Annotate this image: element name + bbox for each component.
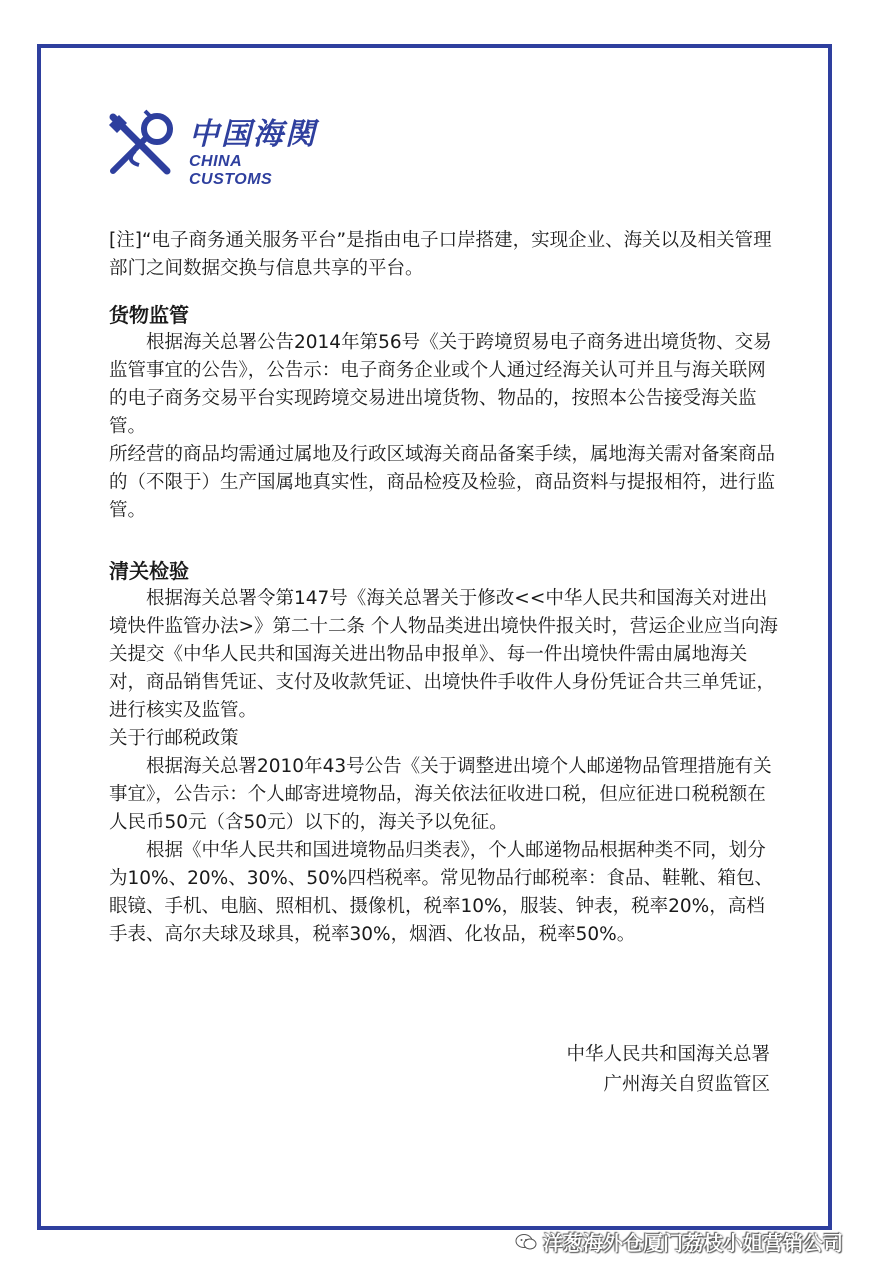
postal-tax-paragraph-1: 根据海关总署2010年43号公告《关于调整进出境个人邮递物品管理措施有关事宜》，公告示：个人邮寄进境物品，海关依法征收进口税，但应征进口税税额在人民币50元（含50元）以下的，海关予以免征。 xyxy=(109,756,772,833)
document-body xyxy=(109,227,781,949)
section-title-customs-inspection: 清关检验 xyxy=(109,559,189,583)
postal-tax-paragraph-2: 根据《中华人民共和国进境物品归类表》，个人邮递物品根据种类不同，划分为10%、20%、30%、50%四档税率。常见物品行邮税率：食品、鞋靴、箱包、眼镜、手机、电脑、照相机、摄像机，税率10%，服装、钟表，税率20%，高档手表、高尔夫球及球具，税率30%，烟酒、化妆品，税率50%。 xyxy=(109,840,773,945)
note-paragraph: [注]“电子商务通关服务平台”是指由电子口岸搭建，实现企业、海关以及相关管理部门之间数据交换与信息共享的平台。 xyxy=(109,230,772,279)
customs-emblem-icon xyxy=(105,107,185,177)
china-customs-logo xyxy=(105,107,325,188)
signature-line-1: 中华人民共和国海关总署 xyxy=(566,1044,770,1065)
signature-block xyxy=(566,1040,770,1100)
wechat-watermark xyxy=(515,1227,843,1256)
wechat-icon xyxy=(515,1233,537,1251)
cargo-paragraph-1: 根据海关总署公告2014年第56号《关于跨境贸易电子商务进出境货物、交易监管事宜的公告》，公告示：电子商务企业或个人通过经海关认可并且与海关联网的电子商务交易平台实现跨境交易进出境货物、物品的，按照本公告接受海关监管。 xyxy=(109,332,772,437)
cargo-paragraph-2: 所经营的商品均需通过属地及行政区域海关商品备案手续，属地海关需对备案商品的（不限于）生产国属地真实性，商品检疫及检验，商品资料与提报相符，进行监管。 xyxy=(109,444,776,521)
logo-english-text: CHINA CUSTOMS xyxy=(189,153,273,188)
inspection-paragraph-1: 根据海关总署令第147号《海关总署关于修改<<中华人民共和国海关对进出境快件监管办法>》第二十二条 个人物品类进出境快件报关时，营运企业应当向海关提交《中华人民共和国海关进出物品申报单》、每一件出境快件需由属地海关对，商品销售凭证、支付及收款凭证、出境快件手收件人身份凭证合共三单凭证，进行核实及监管。 xyxy=(109,588,778,721)
section-title-cargo-supervision: 货物监管 xyxy=(109,303,189,327)
logo-chinese-text: 中国海関 xyxy=(189,117,317,152)
watermark-text: 洋葱海外仓厦门荔枝小姐营销公司 xyxy=(543,1231,843,1255)
signature-line-2: 广州海关自贸监管区 xyxy=(603,1074,770,1095)
postal-tax-subtitle: 关于行邮税政策 xyxy=(109,728,239,749)
